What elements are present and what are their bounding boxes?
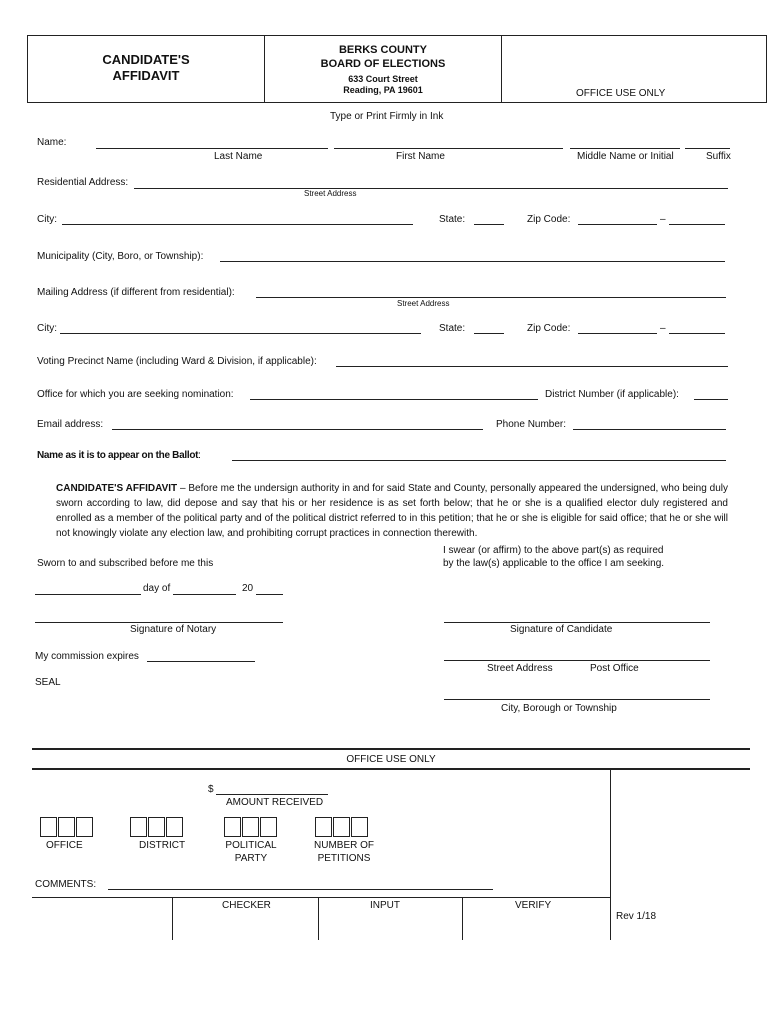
district-box-2[interactable] [148,817,165,837]
district-box-1[interactable] [130,817,147,837]
day-input[interactable] [35,594,141,595]
amount-received-input[interactable] [216,794,328,795]
district-number-label: District Number (if applicable): [545,389,679,400]
ballot-name-text: Name as it is to appear on the Ballot [37,450,199,461]
board-address-street: 633 Court Street [348,74,418,84]
seal-label: SEAL [35,677,61,688]
petitions-caption-line1: NUMBER OF [314,840,374,851]
mailing-state-input[interactable] [474,333,504,334]
middle-name-caption: Middle Name or Initial [577,151,674,162]
notary-signature-line[interactable] [35,622,283,623]
district-box-3[interactable] [166,817,183,837]
city-label: City: [37,214,57,225]
office-box-3[interactable] [76,817,93,837]
ballot-name-input[interactable] [232,460,726,461]
mailing-zip-ext-input[interactable] [669,333,725,334]
last-name-input[interactable] [96,148,328,149]
year-input[interactable] [256,594,283,595]
mailing-city-label: City: [37,323,57,334]
party-caption-line1: POLITICAL [225,840,277,851]
title-cell [28,36,265,102]
state-label: State: [439,214,466,225]
mailing-city-input[interactable] [60,333,421,334]
candidate-street-line[interactable] [444,660,710,661]
candidate-city-line[interactable] [444,699,710,700]
mailing-zip-input[interactable] [578,333,657,334]
affidavit-heading: CANDIDATE'S AFFIDAVIT [56,483,178,494]
swear-line2: by the law(s) applicable to the office I am seeking. [443,558,665,569]
board-name: BOARD OF ELECTIONS [320,58,446,70]
party-box-2[interactable] [242,817,259,837]
office-use-label: OFFICE USE ONLY [576,88,666,99]
residential-address-label: Residential Address: [37,177,129,188]
swear-line1: I swear (or affirm) to the above part(s) as required [443,545,664,556]
ballot-name-label [37,450,201,461]
city-input[interactable] [62,224,413,225]
header-table [27,35,767,103]
mailing-address-label: Mailing Address (if different from residential): [37,287,235,298]
office-box-caption: OFFICE [46,840,83,851]
dollar-sign: $ [208,784,214,795]
ballot-name-colon: : [198,450,201,461]
zip-dash: – [660,214,666,225]
email-label: Email address: [37,419,104,430]
post-office-caption: Post Office [590,663,639,674]
mailing-zip-dash: – [660,323,666,334]
residential-address-input[interactable] [134,188,728,189]
office-box-1[interactable] [40,817,57,837]
form-title-line2: AFFIDAVIT [112,68,180,83]
zip-ext-input[interactable] [669,224,725,225]
office-use-title: OFFICE USE ONLY [346,754,436,765]
checker-left-divider [172,897,173,940]
petitions-box-1[interactable] [315,817,332,837]
board-cell [265,36,502,102]
verify-label: VERIFY [515,900,552,911]
suffix-caption: Suffix [706,151,731,162]
city-borough-caption: City, Borough or Township [501,703,617,714]
party-box-1[interactable] [224,817,241,837]
mailing-zip-label: Zip Code: [527,323,571,334]
year-prefix: 20 [242,583,254,594]
office-seeking-input[interactable] [250,399,538,400]
municipality-label: Municipality (City, Boro, or Township): [37,251,204,262]
municipality-input[interactable] [220,261,725,262]
notary-caption: Signature of Notary [130,624,217,635]
comments-label: COMMENTS: [35,879,97,890]
phone-input[interactable] [573,429,726,430]
mailing-address-input[interactable] [256,297,726,298]
sworn-text: Sworn to and subscribed before me this [37,558,214,569]
district-number-input[interactable] [694,399,728,400]
mailing-state-label: State: [439,323,466,334]
checker-row-rule [32,897,610,898]
residential-street-caption: Street Address [304,189,357,198]
zip-label: Zip Code: [527,214,571,225]
checker-label: CHECKER [222,900,271,911]
mailing-street-caption: Street Address [397,299,450,308]
first-name-caption: First Name [396,151,445,162]
street-address-caption: Street Address [487,663,553,674]
office-use-cell [502,36,766,102]
zip-input[interactable] [578,224,657,225]
party-box-3[interactable] [260,817,277,837]
office-use-second-rule [32,768,750,770]
ink-instruction: Type or Print Firmly in Ink [330,111,444,122]
voting-precinct-input[interactable] [336,366,728,367]
petitions-box-2[interactable] [333,817,350,837]
district-box-caption: DISTRICT [139,840,186,851]
office-seeking-label: Office for which you are seeking nomination: [37,389,234,400]
comments-input[interactable] [108,889,493,890]
voting-precinct-label: Voting Precinct Name (including Ward & Division, if applicable): [37,356,317,367]
party-caption-line2: PARTY [234,853,268,864]
form-title-line1: CANDIDATE'S [102,52,190,67]
suffix-input[interactable] [685,148,730,149]
office-use-top-rule [32,748,750,750]
commission-input[interactable] [147,661,255,662]
month-input[interactable] [173,594,236,595]
petitions-caption-line2: PETITIONS [317,853,371,864]
email-input[interactable] [112,429,483,430]
middle-name-input[interactable] [570,148,680,149]
candidate-caption: Signature of Candidate [510,624,613,635]
affidavit-body: – Before me the undersign authority in and for said State and County, personally appeared the undersigned, who being duly sworn according to law, did depose and say that his or her residence is as set forth below; that he or she is a qualified elector duly registered and enrolled as a member of the political party and of the political district referred to in this petition; that he or she is eligible for said office; that he or she will not knowingly violate any election law, and prohibiting corrupt practices in connection therewith. [56,483,728,539]
state-input[interactable] [474,224,504,225]
candidate-signature-line[interactable] [444,622,710,623]
phone-label: Phone Number: [496,419,567,430]
checker-right-divider [462,897,463,940]
day-of-label: day of [143,583,171,594]
office-use-right-divider [610,768,611,940]
checker-mid-divider [318,897,319,940]
name-label: Name: [37,137,67,148]
office-box-2[interactable] [58,817,75,837]
amount-received-caption: AMOUNT RECEIVED [226,797,324,808]
revision-label: Rev 1/18 [616,911,657,922]
petitions-box-3[interactable] [351,817,368,837]
board-county: BERKS COUNTY [338,44,427,56]
affidavit-paragraph [56,481,728,541]
first-name-input[interactable] [334,148,563,149]
board-address-city: Reading, PA 19601 [343,85,423,95]
last-name-caption: Last Name [214,151,263,162]
input-label: INPUT [370,900,400,911]
commission-label: My commission expires [35,651,139,662]
